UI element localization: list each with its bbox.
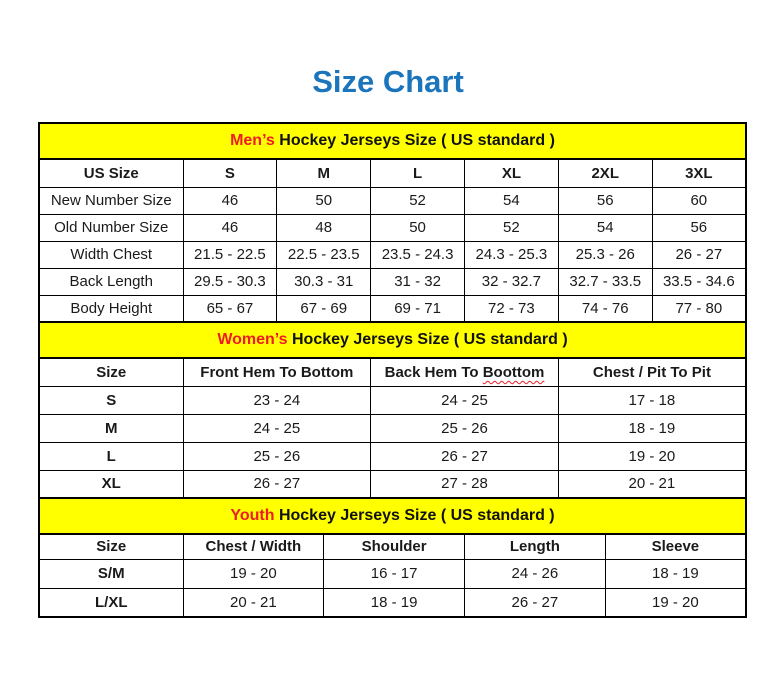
size-value-cell: 46 — [183, 214, 277, 241]
size-value-cell: 52 — [464, 214, 558, 241]
column-header: Length — [465, 534, 606, 559]
column-header: L — [371, 159, 465, 187]
size-value-cell: 18 - 19 — [558, 414, 746, 442]
column-header: M — [277, 159, 371, 187]
row-label: Back Length — [39, 268, 183, 295]
size-value-cell: 20 - 21 — [558, 470, 746, 498]
size-value-cell: 18 - 19 — [605, 559, 746, 588]
table-row — [39, 295, 746, 322]
size-value-cell: 54 — [558, 214, 652, 241]
section-header-text: Hockey Jerseys Size ( US standard ) — [274, 132, 555, 149]
size-value-cell: 19 - 20 — [183, 559, 324, 588]
size-value-cell: 72 - 73 — [464, 295, 558, 322]
row-label: Old Number Size — [39, 214, 183, 241]
section-header-highlight: Youth — [230, 507, 275, 524]
size-value-cell: 56 — [558, 187, 652, 214]
column-header: 2XL — [558, 159, 652, 187]
column-header: Size — [39, 534, 183, 559]
table-row — [39, 187, 746, 214]
size-value-cell: 26 - 27 — [371, 442, 559, 470]
column-header: Sleeve — [605, 534, 746, 559]
size-value-cell: 19 - 20 — [605, 588, 746, 617]
size-value-cell: 29.5 - 30.3 — [183, 268, 277, 295]
size-value-cell: 33.5 - 34.6 — [652, 268, 746, 295]
womens-size-table — [38, 357, 747, 499]
size-value-cell: 32.7 - 33.5 — [558, 268, 652, 295]
size-value-cell: 24 - 26 — [465, 559, 606, 588]
section-header-text: Hockey Jerseys Size ( US standard ) — [274, 507, 555, 524]
row-label: M — [39, 414, 183, 442]
page-title: Size Chart — [312, 64, 464, 99]
table-row — [39, 268, 746, 295]
column-header: Shoulder — [324, 534, 465, 559]
size-value-cell: 31 - 32 — [371, 268, 465, 295]
section-header-youth — [38, 497, 747, 535]
size-value-cell: 24.3 - 25.3 — [464, 241, 558, 268]
misspelled-word: Boottom — [482, 363, 545, 381]
column-header: Back Hem To Boottom — [371, 358, 559, 386]
size-value-cell: 22.5 - 23.5 — [277, 241, 371, 268]
size-value-cell: 23 - 24 — [183, 386, 371, 414]
row-label: Width Chest — [39, 241, 183, 268]
size-value-cell: 56 — [652, 214, 746, 241]
row-label: XL — [39, 470, 183, 498]
column-header: Front Hem To Bottom — [183, 358, 371, 386]
column-header: 3XL — [652, 159, 746, 187]
section-header-highlight: Men’s — [230, 132, 275, 149]
size-value-cell: 52 — [371, 187, 465, 214]
row-label: S — [39, 386, 183, 414]
header-row — [39, 534, 746, 559]
row-label: New Number Size — [39, 187, 183, 214]
column-header: Chest / Width — [183, 534, 324, 559]
size-value-cell: 60 — [652, 187, 746, 214]
row-label: L — [39, 442, 183, 470]
size-value-cell: 67 - 69 — [277, 295, 371, 322]
column-header: US Size — [39, 159, 183, 187]
size-value-cell: 16 - 17 — [324, 559, 465, 588]
size-value-cell: 24 - 25 — [371, 386, 559, 414]
size-value-cell: 25 - 26 — [183, 442, 371, 470]
section-header-highlight: Women’s — [217, 331, 288, 348]
size-value-cell: 21.5 - 22.5 — [183, 241, 277, 268]
size-value-cell: 50 — [371, 214, 465, 241]
table-row — [39, 470, 746, 498]
column-header: S — [183, 159, 277, 187]
table-row — [39, 214, 746, 241]
row-label: L/XL — [39, 588, 183, 617]
size-value-cell: 20 - 21 — [183, 588, 324, 617]
size-chart-tables — [38, 122, 747, 618]
size-value-cell: 26 - 27 — [183, 470, 371, 498]
table-row — [39, 559, 746, 588]
section-header-text: Hockey Jerseys Size ( US standard ) — [287, 331, 568, 348]
size-value-cell: 77 - 80 — [652, 295, 746, 322]
row-label: S/M — [39, 559, 183, 588]
header-row — [39, 159, 746, 187]
size-value-cell: 54 — [464, 187, 558, 214]
size-value-cell: 48 — [277, 214, 371, 241]
table-row — [39, 241, 746, 268]
header-row — [39, 358, 746, 386]
youth-size-table — [38, 533, 747, 618]
mens-size-table — [38, 158, 747, 323]
size-value-cell: 69 - 71 — [371, 295, 465, 322]
size-value-cell: 25.3 - 26 — [558, 241, 652, 268]
size-value-cell: 25 - 26 — [371, 414, 559, 442]
table-row — [39, 588, 746, 617]
size-value-cell: 24 - 25 — [183, 414, 371, 442]
size-value-cell: 26 - 27 — [652, 241, 746, 268]
table-row — [39, 386, 746, 414]
column-header: Chest / Pit To Pit — [558, 358, 746, 386]
section-header-womens — [38, 321, 747, 359]
table-row — [39, 442, 746, 470]
size-value-cell: 65 - 67 — [183, 295, 277, 322]
size-value-cell: 27 - 28 — [371, 470, 559, 498]
size-value-cell: 30.3 - 31 — [277, 268, 371, 295]
size-value-cell: 50 — [277, 187, 371, 214]
size-value-cell: 74 - 76 — [558, 295, 652, 322]
table-row — [39, 414, 746, 442]
size-value-cell: 26 - 27 — [465, 588, 606, 617]
size-value-cell: 46 — [183, 187, 277, 214]
size-value-cell: 19 - 20 — [558, 442, 746, 470]
row-label: Body Height — [39, 295, 183, 322]
section-header-mens — [38, 122, 747, 160]
size-value-cell: 32 - 32.7 — [464, 268, 558, 295]
size-value-cell: 17 - 18 — [558, 386, 746, 414]
size-value-cell: 18 - 19 — [324, 588, 465, 617]
size-value-cell: 23.5 - 24.3 — [371, 241, 465, 268]
column-header: Size — [39, 358, 183, 386]
column-header: XL — [464, 159, 558, 187]
